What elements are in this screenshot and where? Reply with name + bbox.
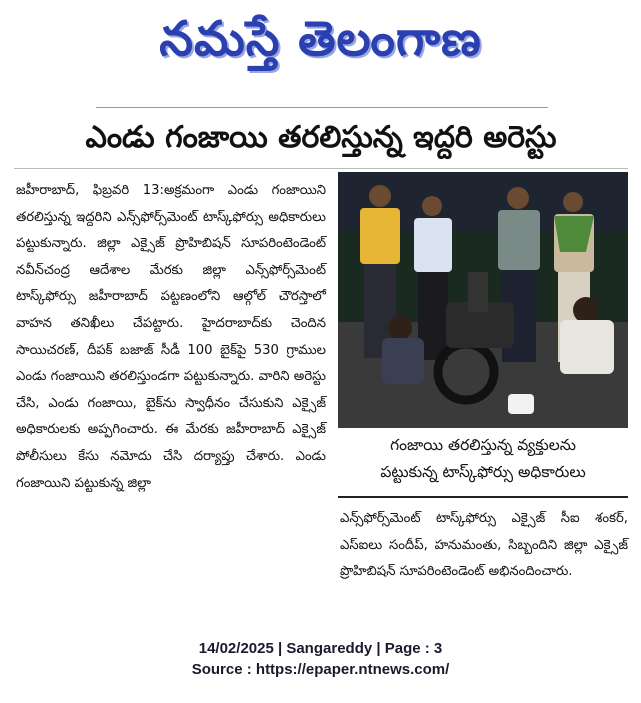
article-body-text: జహీరాబాద్, ఫిబ్రవరి 13:అక్రమంగా ఎండు గంజాయిని తరలిస్తున్న ఇద్దరిని ఎన్స్‌ఫోర్స్‌మెంట్ టాస్క్‌ఫోర్సు అధికారులు పట్టుకున్నారు. జిల్లా ఎక్సైజ్ ప్రొహిబిషన్ సూపరింటెండెంట్ నవీన్‌చంద్ర ఆదేశాల మేరకు జిల్లా ఎన్స్‌ఫోర్స్‌మెంట్ టాస్క్‌ఫోర్సు జహీరాబాద్ పట్టణంలోని ఆల్గోల్ చౌరస్తాలో వాహన తనిఖీలు చేపట్టారు. హైదరాబాద్‌కు చెందిన సాయిచరణ్, దీపక్ బజాజ్ సీడీ 100 బైక్‌పై 530 గ్రాముల ఎండు గంజాయిని తరలిస్తుండగా పట్టుకున్నారు. వారిని అరెస్టు చేసి, ఎండు గంజాయి, బైక్‌ను స్వాధీనం చేసుకుని ఎక్సైజ్ అధికారులకు అప్పగించారు. ఈ మేరకు జహీరాబాద్ ఎక్సైజ్ పోలీసులు కేసు నమోదు చేసి దర్యాప్తు చేశారు. ఎండు గంజాయిని పట్టుకున్న జిల్లా [16, 183, 326, 491]
article-headline: ఎండు గంజాయి తరలిస్తున్న ఇద్దరి అరెస్టు [85, 120, 557, 155]
news-photo [338, 172, 628, 428]
headline-divider [14, 168, 628, 169]
article-continuation-text: ఎన్స్‌ఫోర్స్‌మెంట్ టాస్క్‌ఫోర్సు ఎక్సైజ్ సీఐ శంకర్, ఎస్ఐలు సందీప్, హనుమంతు, సిబ్బందిని జిల్లా ఎక్సైజ్ ప్రొహిబిషన్ సూపరింటెండెంట్ అభినందించారు. [340, 511, 628, 580]
caption-divider [338, 496, 628, 498]
masthead [0, 0, 641, 90]
page-footer [0, 638, 641, 680]
newspaper-title: నమస్తే తెలంగాణ [159, 11, 482, 67]
caption-line-2: పట్టుకున్న టాస్క్‌ఫోర్సు అధికారులు [380, 463, 586, 481]
footer-dateline: 14/02/2025 | Sangareddy | Page : 3 [198, 640, 443, 657]
footer-source: Source : https://epaper.ntnews.com/ [191, 661, 450, 678]
arrest-photo-illustration [338, 172, 628, 428]
photo-caption [338, 432, 628, 490]
article-continuation [340, 506, 628, 606]
caption-line-1: గంజాయి తరలిస్తున్న వ్యక్తులను [390, 436, 576, 454]
masthead-divider [96, 107, 548, 108]
article-body [16, 178, 326, 606]
